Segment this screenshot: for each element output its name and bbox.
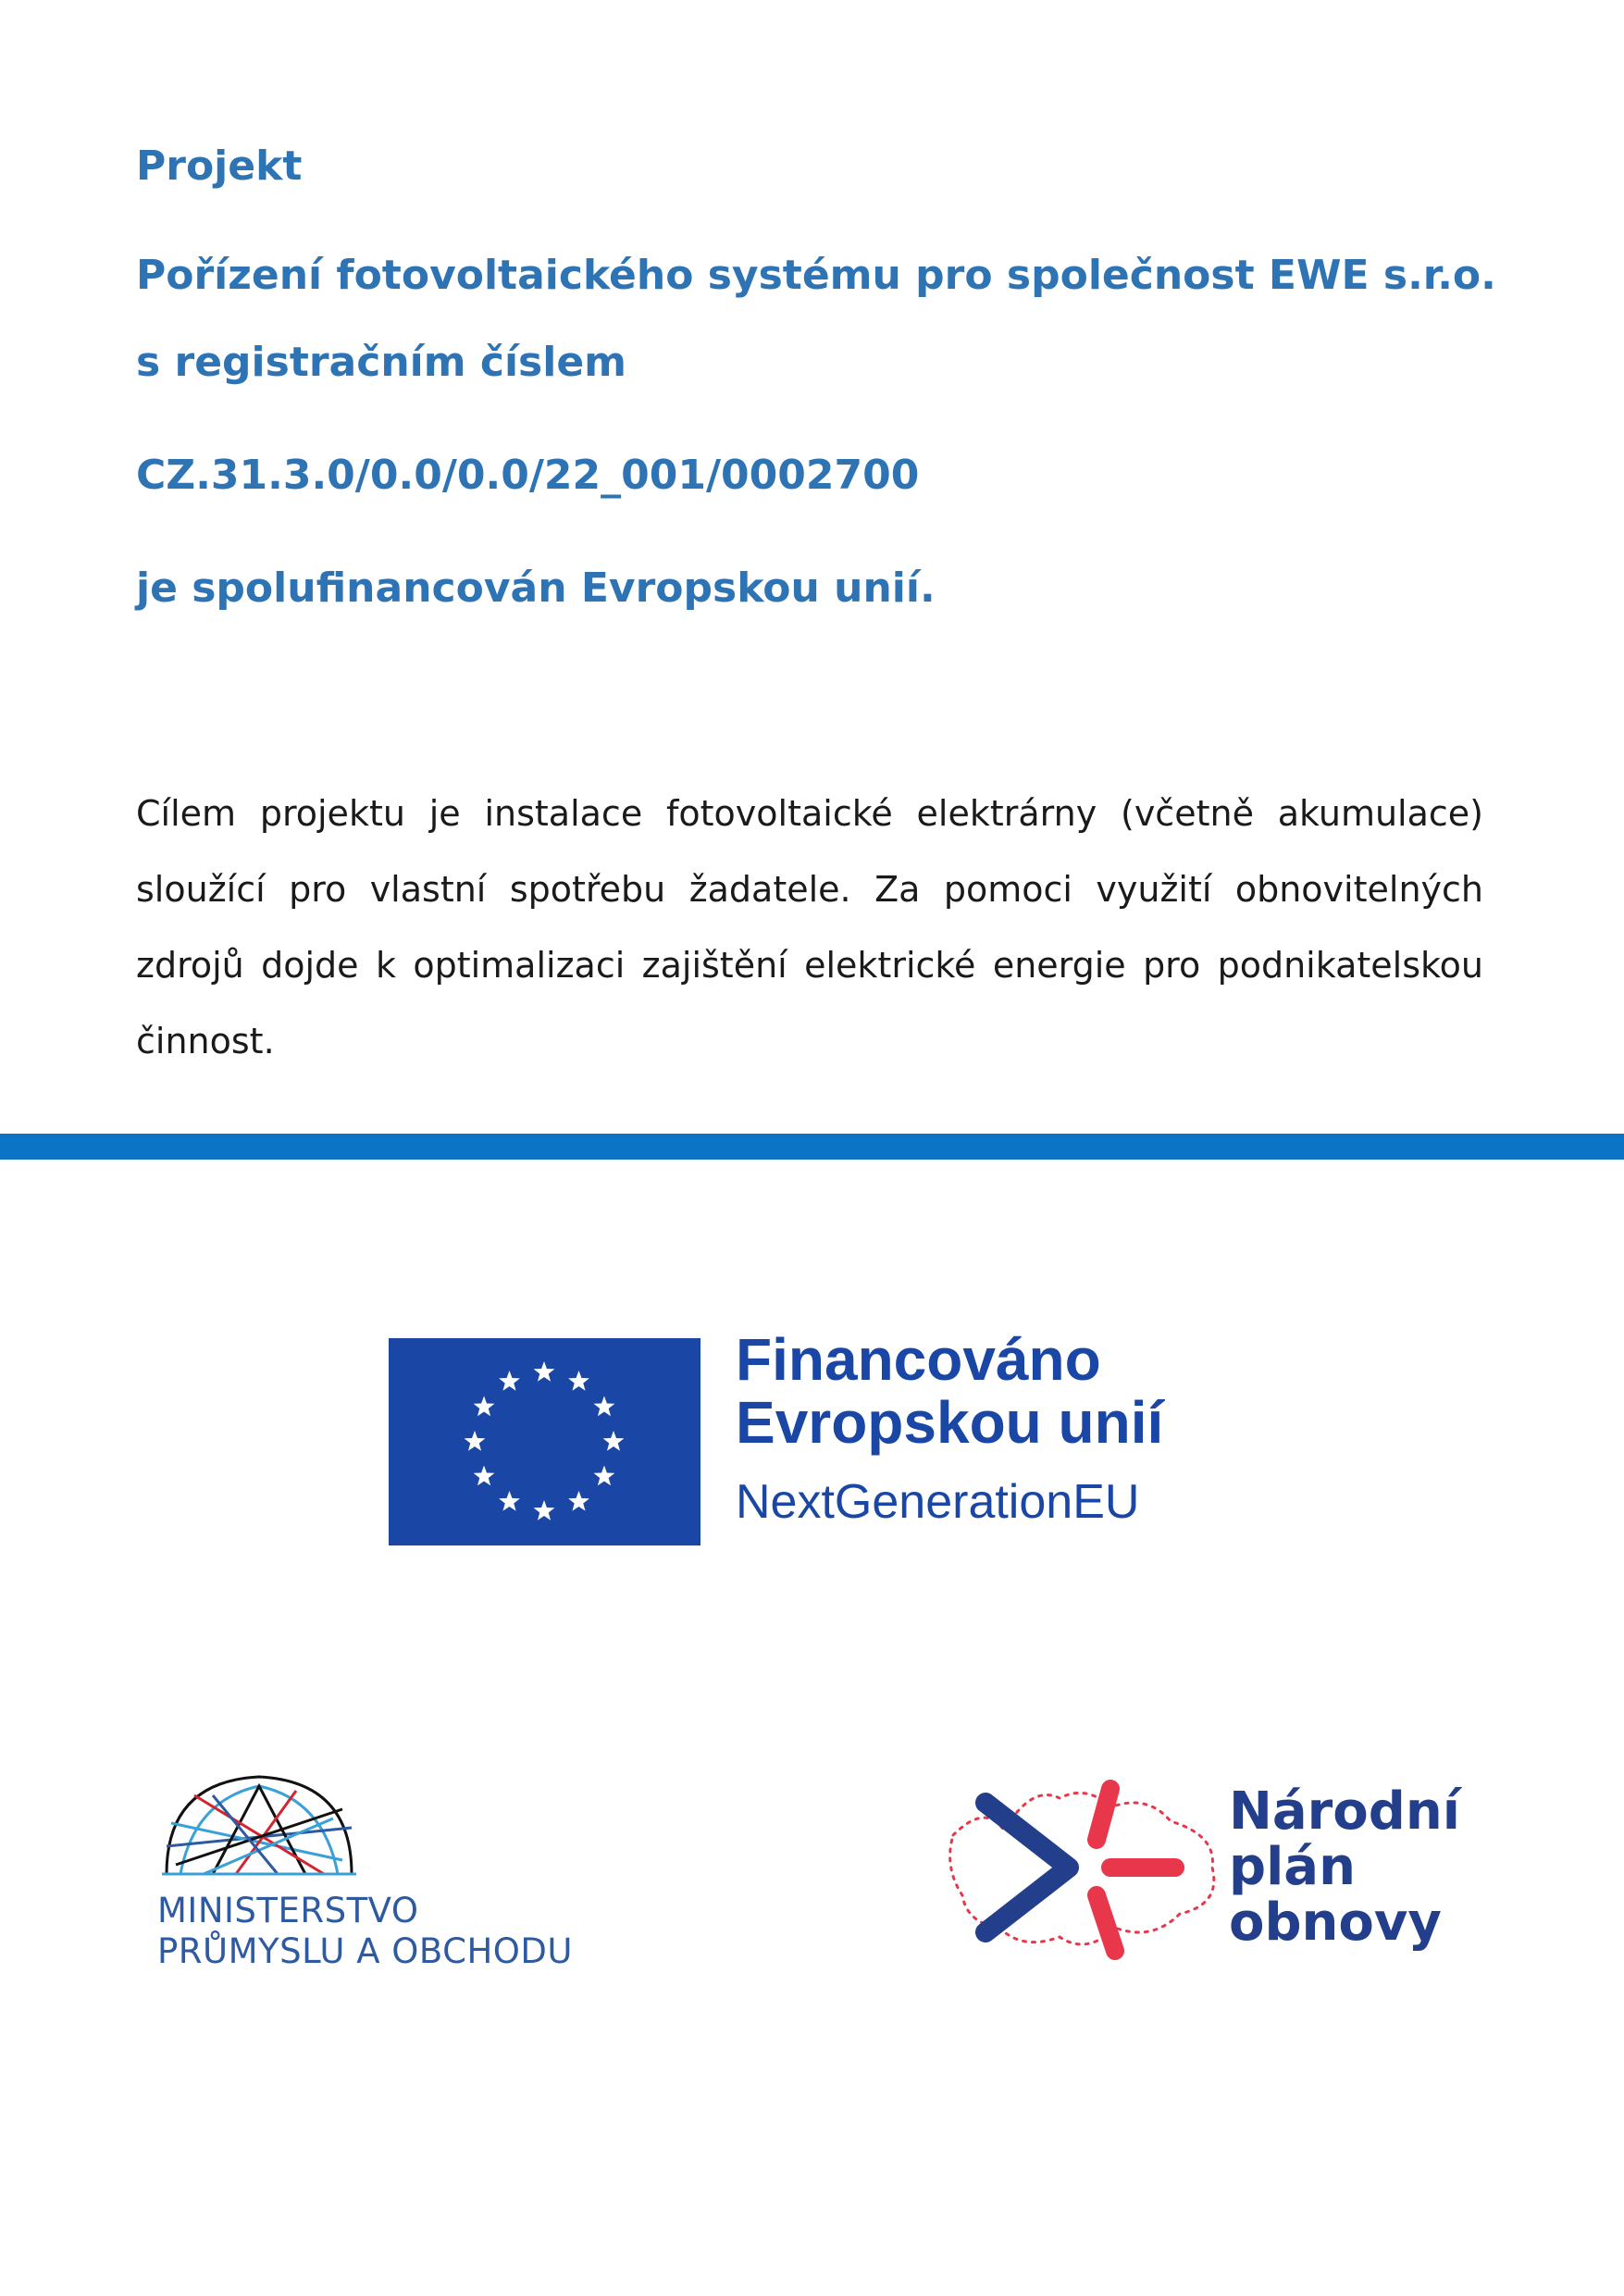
eu-star-icon <box>499 1491 520 1511</box>
registration-label: s registračním číslem <box>136 339 627 386</box>
section-divider <box>0 1134 1624 1160</box>
ministry-line1: MINISTERSTVO <box>157 1891 419 1930</box>
npo-line2: plán <box>1229 1837 1356 1897</box>
eu-star-icon <box>474 1466 495 1486</box>
ministry-logo-text <box>157 1891 573 1972</box>
eu-star-icon <box>474 1396 495 1417</box>
npo-line1: Národní <box>1229 1781 1460 1842</box>
eu-star-icon <box>603 1431 625 1451</box>
eu-stars-icon <box>389 1338 700 1545</box>
project-title: Pořízení fotovoltaického systému pro společnost EWE s.r.o. <box>136 252 1496 299</box>
eu-star-icon <box>534 1500 555 1520</box>
project-description: Cílem projektu je instalace fotovoltaické elektrárny (včetně akumulace) sloužící pro vlastní spotřebu žadatele. Za pomoci využití obnovitelných zdrojů dojde k optimalizaci zajištění elektrické energie pro podnikatelskou činnost. <box>136 793 1483 1061</box>
npo-logo-mark <box>948 1766 1226 1974</box>
project-label: Projekt <box>136 143 303 190</box>
eu-star-icon <box>465 1431 486 1451</box>
npo-line3: obnovy <box>1229 1893 1442 1953</box>
ministry-globe-logo <box>157 1772 361 1879</box>
npo-logo-text <box>1229 1781 1460 1953</box>
eu-logo-line3: NextGenerationEU <box>736 1475 1140 1529</box>
eu-flag-logo <box>389 1338 700 1545</box>
eu-logo-line1: Financováno <box>736 1326 1101 1393</box>
eu-star-icon <box>534 1361 555 1382</box>
eu-star-icon <box>594 1466 615 1486</box>
eu-star-icon <box>568 1491 589 1511</box>
eu-funding-logo-text <box>736 1328 1163 1530</box>
registration-number: CZ.31.3.0/0.0/0.0/22_001/0002700 <box>136 452 920 499</box>
cofinanced-statement: je spolufinancován Evropskou unií. <box>136 565 936 612</box>
eu-star-icon <box>499 1371 520 1391</box>
eu-star-icon <box>568 1371 589 1391</box>
eu-star-icon <box>594 1396 615 1417</box>
eu-logo-line2: Evropskou unií <box>736 1389 1164 1456</box>
ministry-line2: PRŮMYSLU A OBCHODU <box>157 1931 574 1971</box>
